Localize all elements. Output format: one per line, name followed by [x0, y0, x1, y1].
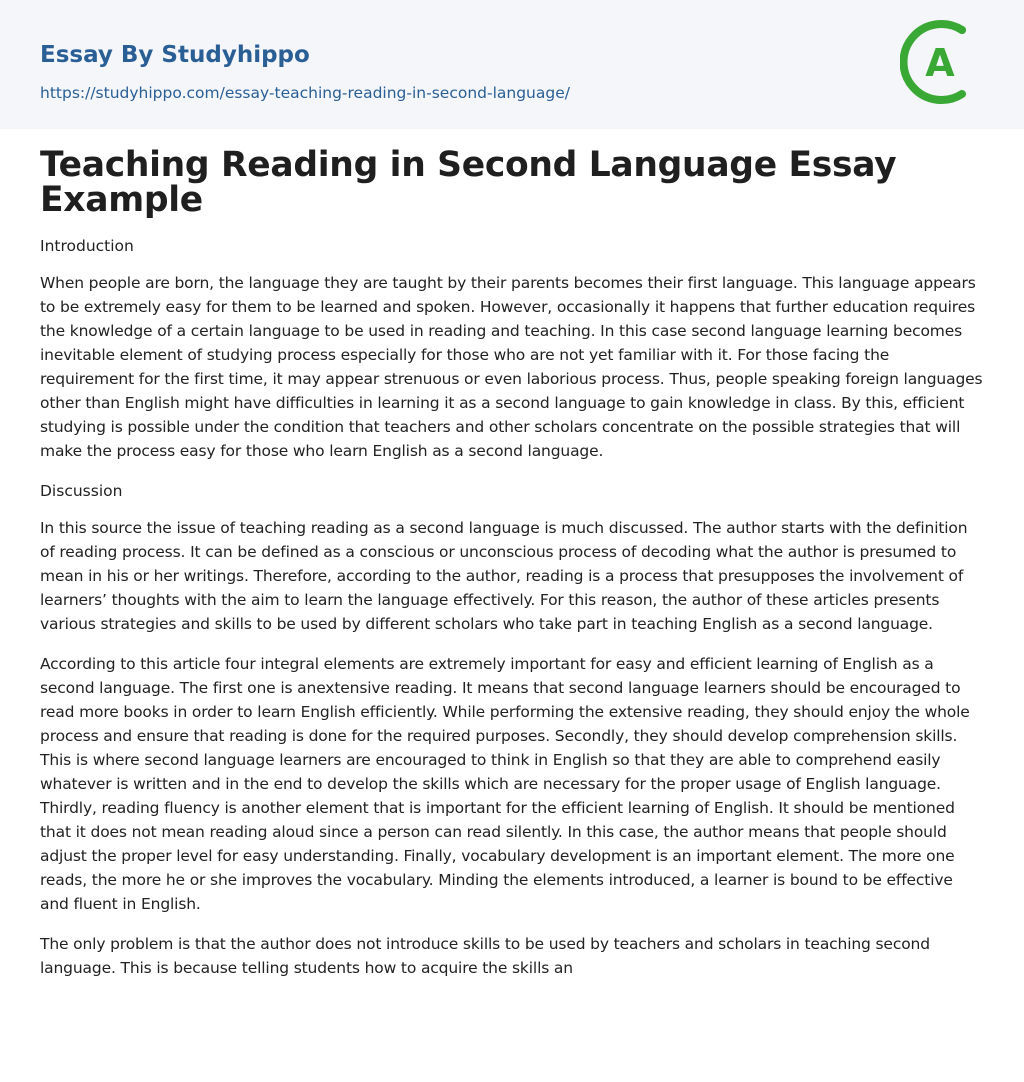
page-header [0, 0, 1024, 129]
page-title: Teaching Reading in Second Language Essay Example [40, 145, 897, 220]
discussion-paragraph-1: In this source the issue of teaching reading as a second language is much discussed. The author starts with the definition of reading process. It can be defined as a conscious or unconscious process of decoding what the author is presumed to mean in his or her writings. Therefore, according to the author, reading is a process that presupposes the involvement of learners’ thoughts with the aim to learn the language effectively. For this reason, the author of these articles presents various strategies and skills to be used by different scholars who take part in teaching English as a second language. [40, 519, 968, 633]
discussion-paragraph-2: According to this article four integral elements are extremely important for easy and efficient learning of English as a second language. The first one is anextensive reading. It means that second language learners should be encouraged to read more books in order to learn English efficiently. While performing the extensive reading, they should enjoy the whole process and ensure that reading is done for the required purposes. Secondly, they should develop comprehension skills. This is where second language learners are encouraged to think in English so that they are able to comprehend easily whatever is written and in the end to develop the skills which are necessary for the proper usage of English language. Thirdly, reading fluency is another element that is important for the efficient learning of English. It should be mentioned that it does not mean reading aloud since a person can read silently. In this case, the author means that people should adjust the proper level for easy understanding. Finally, vocabulary development is an important element. The more one reads, the more he or she improves the vocabulary. Minding the elements introduced, a learner is bound to be effective and fluent in English. [40, 655, 970, 913]
essay-url-link[interactable]: https://studyhippo.com/essay-teaching-reading-in-second-language/ [40, 84, 570, 102]
article-content [40, 145, 984, 980]
logo-letter: A [925, 41, 955, 85]
intro-paragraph: When people are born, the language they are taught by their parents becomes their first language. This language appears to be extremely easy for them to be learned and spoken. However, occasionally it happens that further education requires the knowledge of a certain language to be used in reading and teaching. In this case second language learning becomes inevitable element of studying process especially for those who are not yet familiar with it. For those facing the requirement for the first time, it may appear strenuous or even laborious process. Thus, people speaking foreign languages other than English might have difficulties in learning it as a second language to gain knowledge in class. By this, efficient studying is possible under the condition that teachers and other scholars concentrate on the possible strategies that will make the process easy for those who learn English as a second language. [40, 274, 983, 460]
studyhippo-logo-icon[interactable] [900, 18, 988, 106]
discussion-paragraph-3: The only problem is that the author does not introduce skills to be used by teachers and scholars in teaching second language. This is because telling students how to acquire the skills an [40, 935, 930, 977]
site-brand[interactable]: Essay By Studyhippo [40, 42, 310, 68]
discussion-heading: Discussion [40, 482, 123, 500]
intro-heading: Introduction [40, 237, 134, 255]
